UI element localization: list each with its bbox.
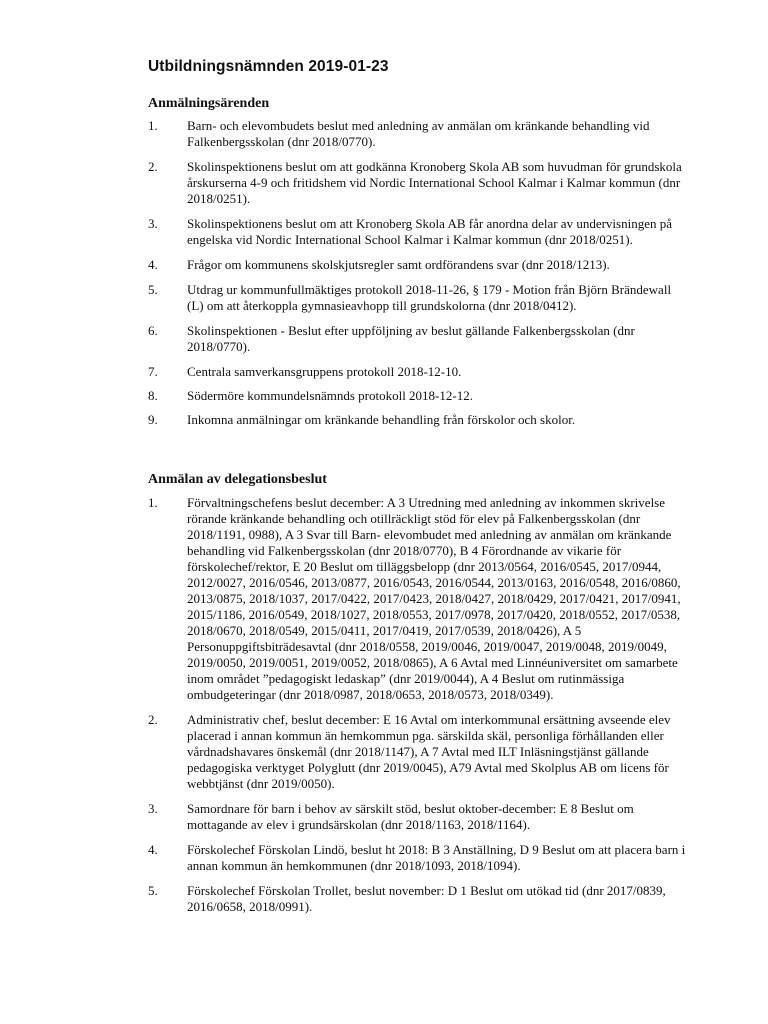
section-heading-delegationsbeslut: Anmälan av delegationsbeslut [148,472,327,487]
list-item [148,801,688,833]
item-number: 5. [148,282,158,297]
list-item [148,712,688,792]
list-item [148,842,688,874]
item-number: 2. [148,712,158,727]
item-text: Förskolechef Förskolan Lindö, beslut ht 2018: B 3 Anställning, D 9 Beslut om att placera barn i annan kommun än hemkommunen (dnr 2018/1093, 2018/1094). [187,842,686,873]
item-number: 4. [148,842,158,857]
item-text: Södermöre kommundelsnämnds protokoll 2018-12-12. [187,388,473,403]
item-text: Administrativ chef, beslut december: E 16 Avtal om interkommunal ersättning avseende elev placerad i annan kommun än hemkommun pga. särskilda skäl, personliga förhållanden eller vårdnadshavares önskemål (dnr 2018/1147), A 7 Avtal med ILT Inläsningstjänst gällande pedagogiska verktyget Polyglutt (dnr 2019/0045), A79 Avtal med Skolplus AB om licens för webbtjänst (dnr 2019/0050). [187,712,671,791]
item-text: Frågor om kommunens skolskjutsregler samt ordförandens svar (dnr 2018/1213). [187,257,610,272]
item-text: Samordnare för barn i behov av särskilt stöd, beslut oktober-december: E 8 Beslut om mottagande av elev i grundsärskolan (dnr 2018/1163, 2018/1164). [187,801,634,832]
list-item [148,412,688,428]
item-text: Skolinspektionen - Beslut efter uppföljning av beslut gällande Falkenbergsskolan (dnr 2018/0770). [187,323,635,354]
list-item [148,257,688,273]
list-item [148,282,688,314]
item-number: 9. [148,412,158,427]
item-text: Förvaltningschefens beslut december: A 3 Utredning med anledning av inkommen skrivelse rörande kränkande behandling och otillräckligt stöd för elev på Falkenbergsskolan (dnr 2018/1191, 0988), A 3 Svar till Barn- elevombudet med anledning av anmälan om kränkande behandling vid Falkenbergsskolan (dnr 2018/0770), B 4 Förordnande av vikarie för förskolechef/rektor, E 20 Beslut om tilläggsbelopp (dnr 2013/0564, 2016/0545, 2017/0944, 2012/0027, 2016/0546, 2013/0877, 2016/0543, 2016/0544, 2013/0163, 2016/0548, 2016/0860, 2013/0875, 2018/1037, 2017/0422, 2017/0423, 2018/0427, 2018/0429, 2017/0421, 2017/0941, 2015/1186, 2016/0549, 2018/1027, 2018/0553, 2017/0978, 2017/0420, 2018/0552, 2017/0538, 2018/0670, 2018/0549, 2015/0411, 2017/0419, 2017/0539, 2018/0426), A 5 Personuppgiftsbiträdesavtal (dnr 2018/0558, 2019/0046, 2019/0047, 2019/0048, 2019/0049, 2019/0050, 2019/0051, 2019/0052, 2018/0865), A 6 Avtal med Linnéuniversitet om samarbete inom området ”pedagogiskt ledaskap” (dnr 2019/0044), A 4 Beslut om rutinmässiga ombudgeteringar (dnr 2018/0987, 2018/0653, 2018/0573, 2018/0349). [187,495,681,702]
list-item [148,883,688,915]
list-item [148,118,688,150]
item-text: Skolinspektionens beslut om att Kronoberg Skola AB får anordna delar av undervisningen på engelska vid Nordic International School Kalmar i Kalmar kommun (dnr 2018/0251). [187,216,672,247]
item-number: 5. [148,883,158,898]
delegationsbeslut-list [148,495,688,924]
list-item [148,495,688,703]
item-number: 2. [148,159,158,174]
item-number: 3. [148,801,158,816]
anmalningsarenden-list [148,118,688,437]
item-text: Skolinspektionens beslut om att godkänna Kronoberg Skola AB som huvudman för grundskola årskurserna 4-9 och fritidshem vid Nordic International School Kalmar i Kalmar kommun (dnr 2018/0251). [187,159,682,206]
item-number: 7. [148,364,158,379]
list-item [148,216,688,248]
item-number: 1. [148,495,158,510]
item-number: 1. [148,118,158,133]
document-title: Utbildningsnämnden 2019-01-23 [148,58,389,75]
item-number: 4. [148,257,158,272]
item-number: 3. [148,216,158,231]
list-item [148,159,688,207]
list-item [148,364,688,380]
item-text: Centrala samverkansgruppens protokoll 2018-12-10. [187,364,462,379]
list-item [148,323,688,355]
item-text: Förskolechef Förskolan Trollet, beslut november: D 1 Beslut om utökad tid (dnr 2017/0839, 2016/0658, 2018/0991). [187,883,666,914]
item-number: 6. [148,323,158,338]
item-text: Utdrag ur kommunfullmäktiges protokoll 2018-11-26, § 179 - Motion från Björn Brändewall (L) om att återkoppla gymnasieavhopp till grundskolorna (dnr 2018/0412). [187,282,672,313]
item-text: Barn- och elevombudets beslut med anledning av anmälan om kränkande behandling vid Falkenbergsskolan (dnr 2018/0770). [187,118,650,149]
item-number: 8. [148,388,158,403]
list-item [148,388,688,404]
section-heading-anmalningsarenden: Anmälningsärenden [148,96,270,111]
item-text: Inkomna anmälningar om kränkande behandling från förskolor och skolor. [187,412,576,427]
